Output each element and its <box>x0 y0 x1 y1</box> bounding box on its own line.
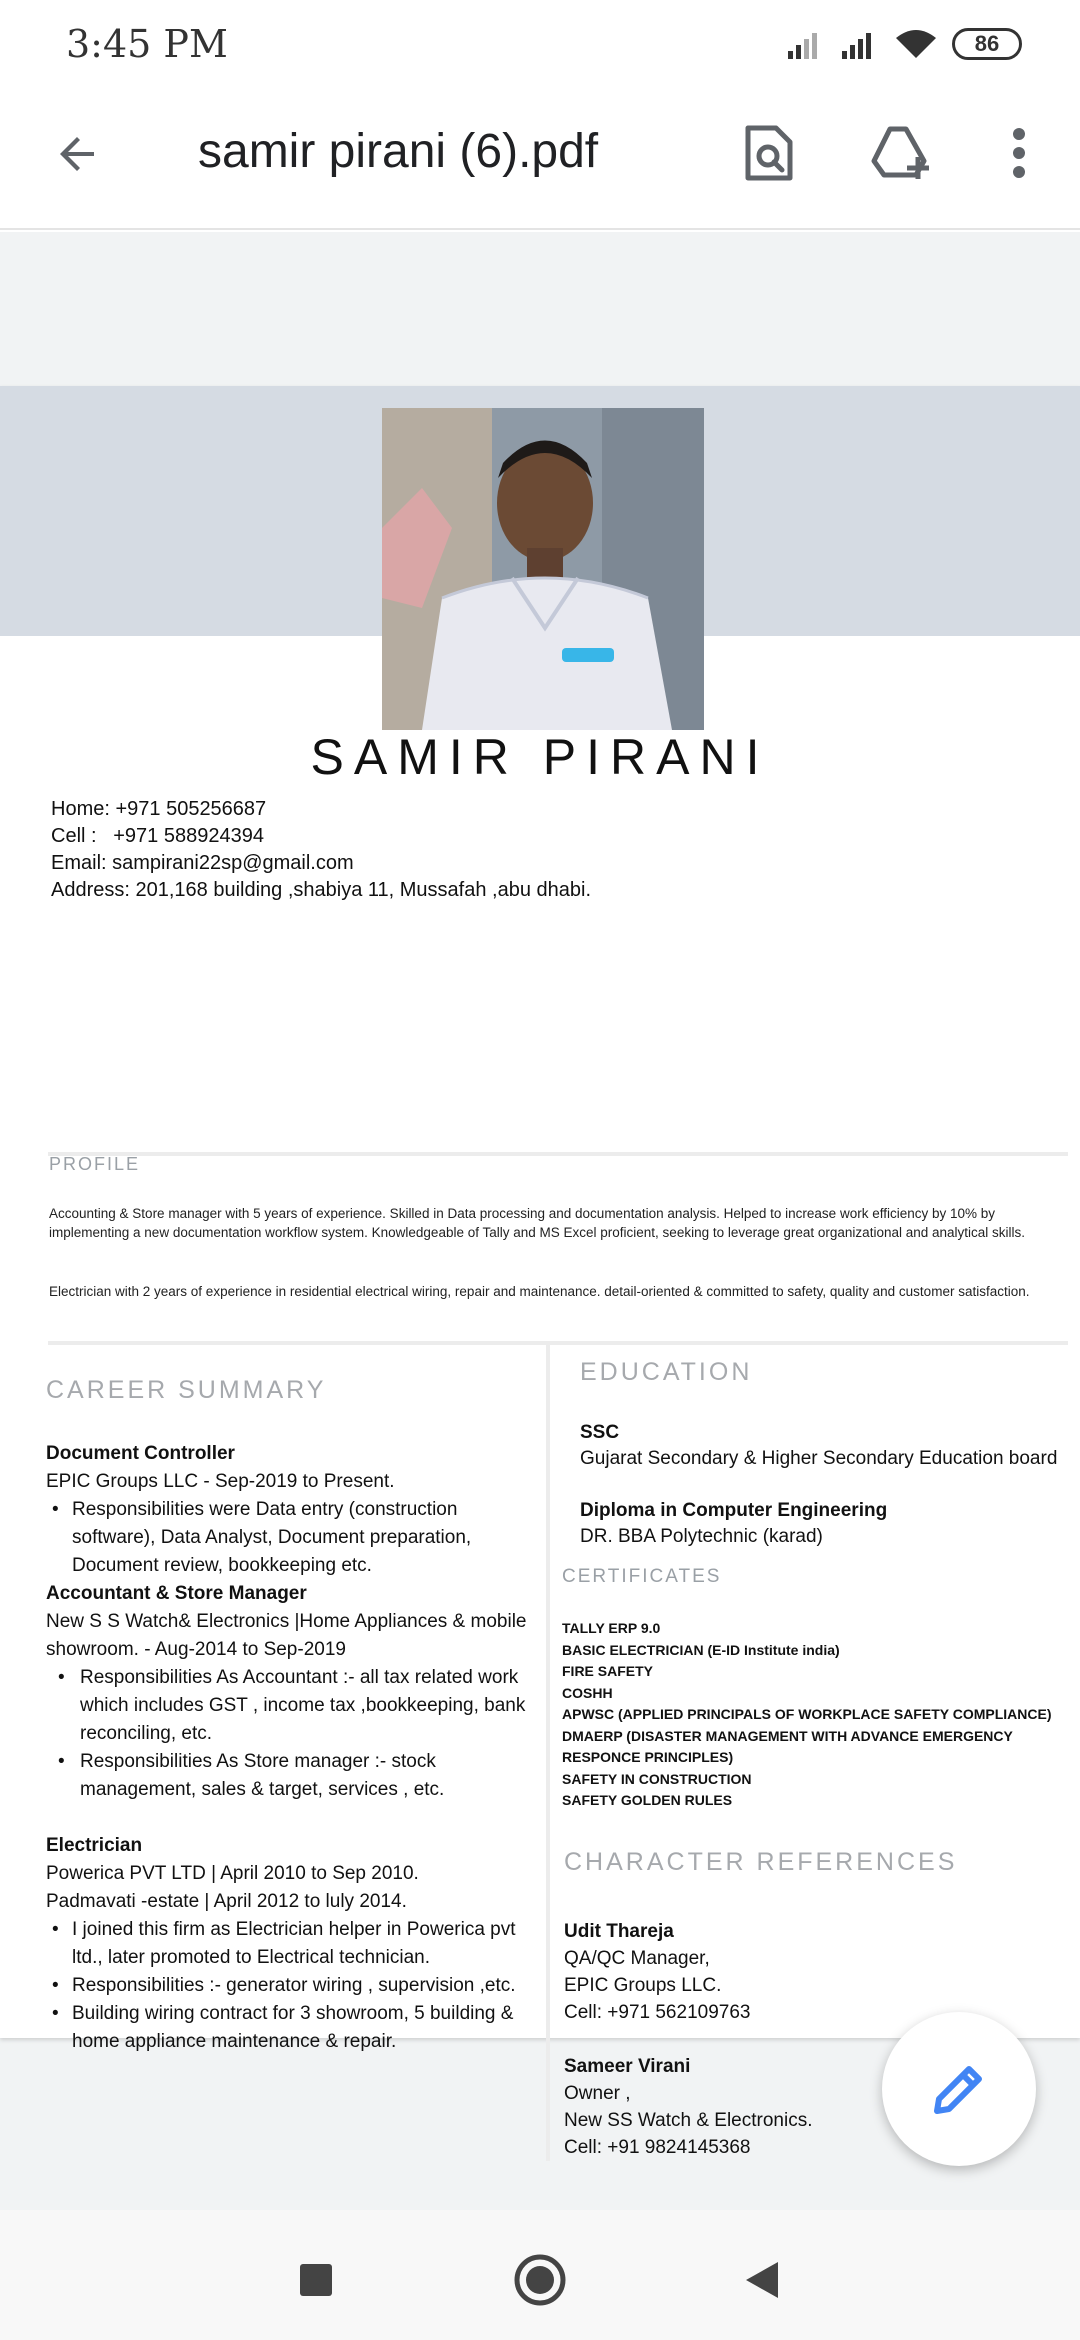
contact-email: Email: sampirani22sp@gmail.com <box>51 852 354 874</box>
signal-full-icon <box>840 29 880 59</box>
contact-home: Home: +971 505256687 <box>51 798 267 820</box>
job-bullet: • Responsibilities :- generator wiring , supervision ,etc. <box>46 1972 536 2000</box>
job-bullet: • I joined this firm as Electrician helper in Powerica pvt ltd., later promoted to Electrical technician. <box>46 1916 536 1972</box>
reference-name: Sameer Virani <box>564 2056 691 2077</box>
job-bullets <box>46 1664 536 1804</box>
job-title: Accountant & Store Manager <box>46 1583 307 1604</box>
back-button[interactable] <box>46 122 110 186</box>
edit-pencil-icon <box>931 2061 987 2117</box>
reference-role: QA/QC Manager, <box>564 1948 710 1969</box>
battery-indicator: 86 <box>952 28 1022 60</box>
certificates-heading: CERTIFICATES <box>562 1566 722 1587</box>
job-bullet: • Responsibilities As Accountant :- all tax related work which includes GST , income tax ,bookkeeping, bank reconciling, etc. <box>46 1664 536 1748</box>
job-company: EPIC Groups LLC - Sep-2019 to Present. <box>46 1471 395 1492</box>
nav-back-icon <box>742 2260 782 2300</box>
job-bullet: • Building wiring contract for 3 showroom, 5 building & home appliance maintenance & repair. <box>46 2000 536 2056</box>
job-title: Electrician <box>46 1835 143 1856</box>
profile-photo <box>382 408 704 730</box>
find-in-document-button[interactable] <box>736 120 802 186</box>
divider <box>48 1341 1068 1345</box>
certificate-item: TALLY ERP 9.0 <box>562 1620 661 1636</box>
education-heading: EDUCATION <box>580 1358 753 1386</box>
back-arrow-icon <box>54 130 102 178</box>
app-bar <box>0 96 1080 230</box>
job-company: New S S Watch& Electronics |Home Appliances & mobile showroom. - Aug-2014 to Sep-2019 <box>46 1611 527 1660</box>
certificate-item: DMAERP (DISASTER MANAGEMENT WITH ADVANCE EMERGENCY RESPONCE PRINCIPLES) <box>562 1727 1013 1765</box>
document-search-icon <box>744 124 794 182</box>
job-company: Padmavati -estate | April 2012 to luly 2014. <box>46 1891 407 1912</box>
education-detail: Gujarat Secondary & Higher Secondary Education board <box>580 1448 1058 1469</box>
education-title: Diploma in Computer Engineering <box>580 1500 888 1521</box>
nav-back-button[interactable] <box>732 2250 792 2310</box>
add-to-drive-icon <box>870 125 932 181</box>
resume-name: SAMIR PIRANI <box>310 729 770 785</box>
certificate-item: SAFETY IN CONSTRUCTION <box>562 1770 752 1787</box>
job-bullets <box>46 1496 536 1580</box>
more-vert-icon <box>1011 128 1027 178</box>
references-heading: CHARACTER REFERENCES <box>564 1848 958 1876</box>
nav-recents-button[interactable] <box>286 2250 346 2310</box>
pdf-page <box>0 386 1080 2158</box>
contact-cell: Cell : +971 588924394 <box>51 825 264 847</box>
system-nav-bar <box>0 2210 1080 2340</box>
profile-heading: PROFILE <box>49 1154 141 1174</box>
education-list <box>580 1420 1080 1550</box>
nav-home-icon <box>513 2253 567 2307</box>
nav-home-button[interactable] <box>510 2250 570 2310</box>
certificates-list <box>562 1618 1072 1812</box>
status-icons <box>786 28 1022 60</box>
certificate-item: BASIC ELECTRICIAN (E-ID Institute india) <box>562 1641 840 1658</box>
divider <box>48 1152 1068 1156</box>
reference-role: Owner , <box>564 2083 631 2104</box>
job-bullet: • Responsibilities were Data entry (construction software), Data Analyst, Document preparation, Document review, bookkeeping etc. <box>46 1496 536 1580</box>
nav-recents-icon <box>299 2263 333 2297</box>
more-options-button[interactable] <box>986 120 1052 186</box>
pdf-viewer[interactable] <box>0 232 1080 2210</box>
contact-block <box>51 796 591 904</box>
reference-name: Udit Thareja <box>564 1921 674 1942</box>
education-title: SSC <box>580 1422 620 1443</box>
reference-org: New SS Watch & Electronics. <box>564 2110 813 2131</box>
reference-org: EPIC Groups LLC. <box>564 1975 722 1996</box>
certificate-item: SAFETY GOLDEN RULES <box>562 1792 733 1808</box>
certificate-item: APWSC (APPLIED PRINCIPALS OF WORKPLACE SAFETY COMPLIANCE) <box>562 1706 1052 1722</box>
job-company: Powerica PVT LTD | April 2010 to Sep 2010. <box>46 1863 419 1884</box>
contact-address: Address: 201,168 building ,shabiya 11, Mussafah ,abu dhabi. <box>51 879 591 901</box>
certificate-item: COSHH <box>562 1684 613 1701</box>
column-divider <box>546 1345 550 2161</box>
wifi-icon <box>894 28 938 60</box>
status-time: 3:45 PM <box>66 22 228 66</box>
job-bullet: • Responsibilities As Store manager :- stock management, sales & target, services , etc. <box>46 1748 536 1804</box>
job-bullets <box>46 1916 536 2056</box>
add-to-drive-button[interactable] <box>868 120 934 186</box>
profile-paragraph-2: Electrician with 2 years of experience in residential electrical wiring, repair and maintenance. detail-oriented & committed to safety, quality and customer satisfaction. <box>49 1284 1030 1299</box>
certificate-item: FIRE SAFETY <box>562 1663 654 1679</box>
status-bar <box>0 0 1080 96</box>
document-title: samir pirani (6).pdf <box>198 125 599 178</box>
reference-cell: Cell: +91 9824145368 <box>564 2137 751 2158</box>
education-detail: DR. BBA Polytechnic (karad) <box>580 1526 823 1547</box>
signal-weak-icon <box>786 29 826 59</box>
profile-paragraph-1: Accounting & Store manager with 5 years of experience. Skilled in Data processing and documentation analysis. Helped to increase work efficiency by 10% by implementing a new documentation workflow system. Knowledgeable of Tally and MS Excel proficient, seeking to leverage great organizational and analytical skills. <box>49 1206 1026 1240</box>
career-list <box>46 1440 536 2056</box>
edit-button[interactable] <box>882 2012 1036 2166</box>
job-title: Document Controller <box>46 1443 235 1464</box>
reference-cell: Cell: +971 562109763 <box>564 2002 751 2023</box>
career-summary-heading: CAREER SUMMARY <box>46 1376 327 1404</box>
